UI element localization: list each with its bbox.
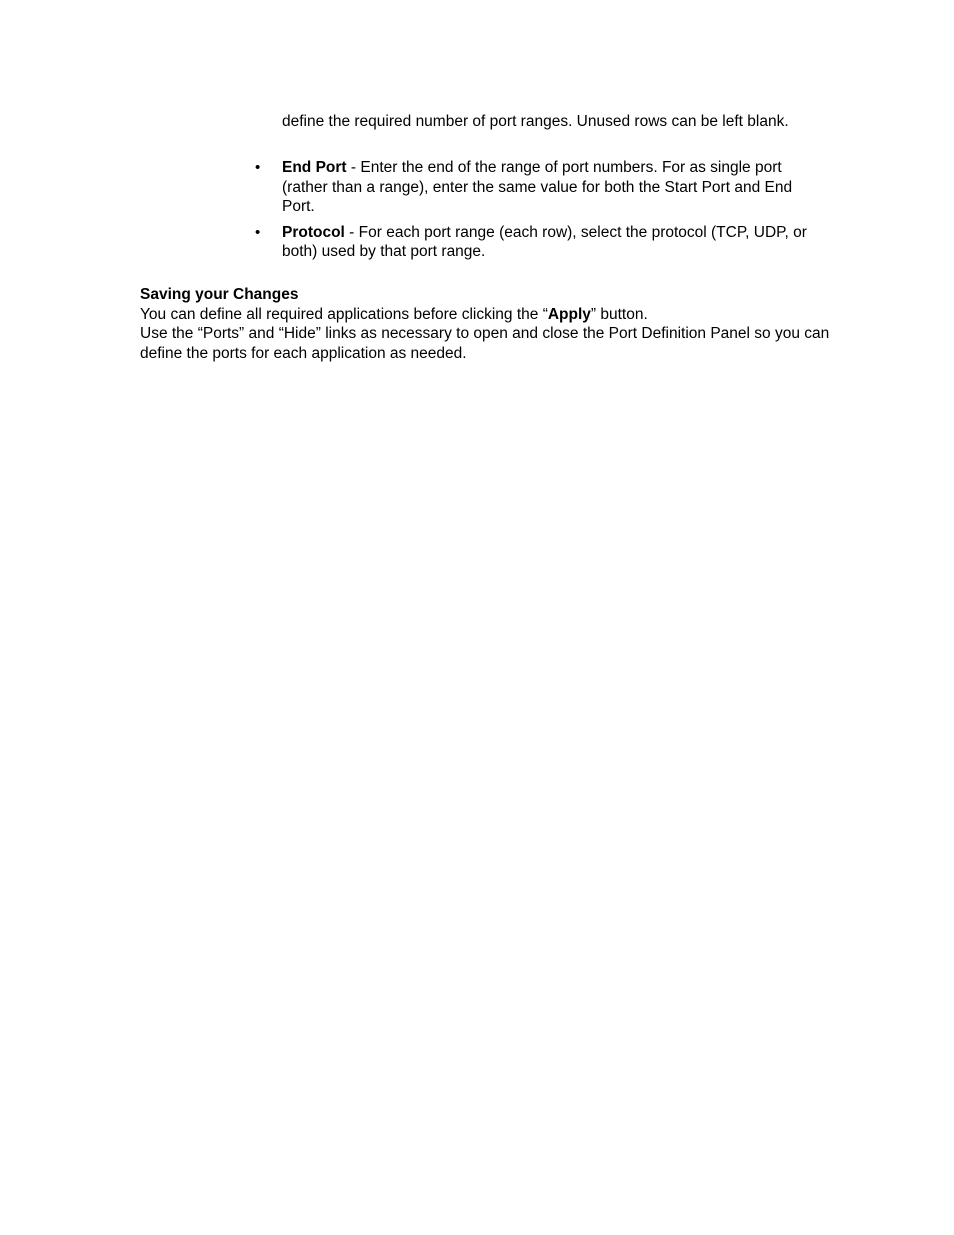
bullet-icon: • — [255, 223, 261, 241]
bullet-icon: • — [255, 159, 261, 176]
list-item-end-port — [255, 158, 812, 217]
section-heading: Saving your Changes — [140, 286, 299, 303]
apply-text-after: ” button. — [590, 305, 648, 323]
ports-hide-instruction: Use the “Ports” and “Hide” links as necessary to open and close the Port Definition Panel so you can define the ports for each application as needed. — [140, 325, 830, 362]
term-end-port: End Port — [282, 159, 347, 176]
apply-text-before: You can define all required applications before clicking the “ — [140, 305, 548, 323]
field-description-list — [255, 158, 812, 268]
term-protocol: Protocol — [282, 223, 345, 241]
description-end-port: - Enter the end of the range of port numbers. For as single port (rather than a range), enter the same value for both the Start Port and End Port. — [282, 159, 793, 216]
apply-instruction — [140, 305, 830, 325]
continuation-paragraph: define the required number of port ranges. Unused rows can be left blank. — [282, 113, 789, 130]
apply-term: Apply — [547, 305, 591, 323]
saving-changes-section — [140, 285, 830, 363]
list-item-protocol — [255, 223, 812, 262]
description-protocol: - For each port range (each row), select the protocol (TCP, UDP, or both) used by that port range. — [282, 223, 807, 261]
